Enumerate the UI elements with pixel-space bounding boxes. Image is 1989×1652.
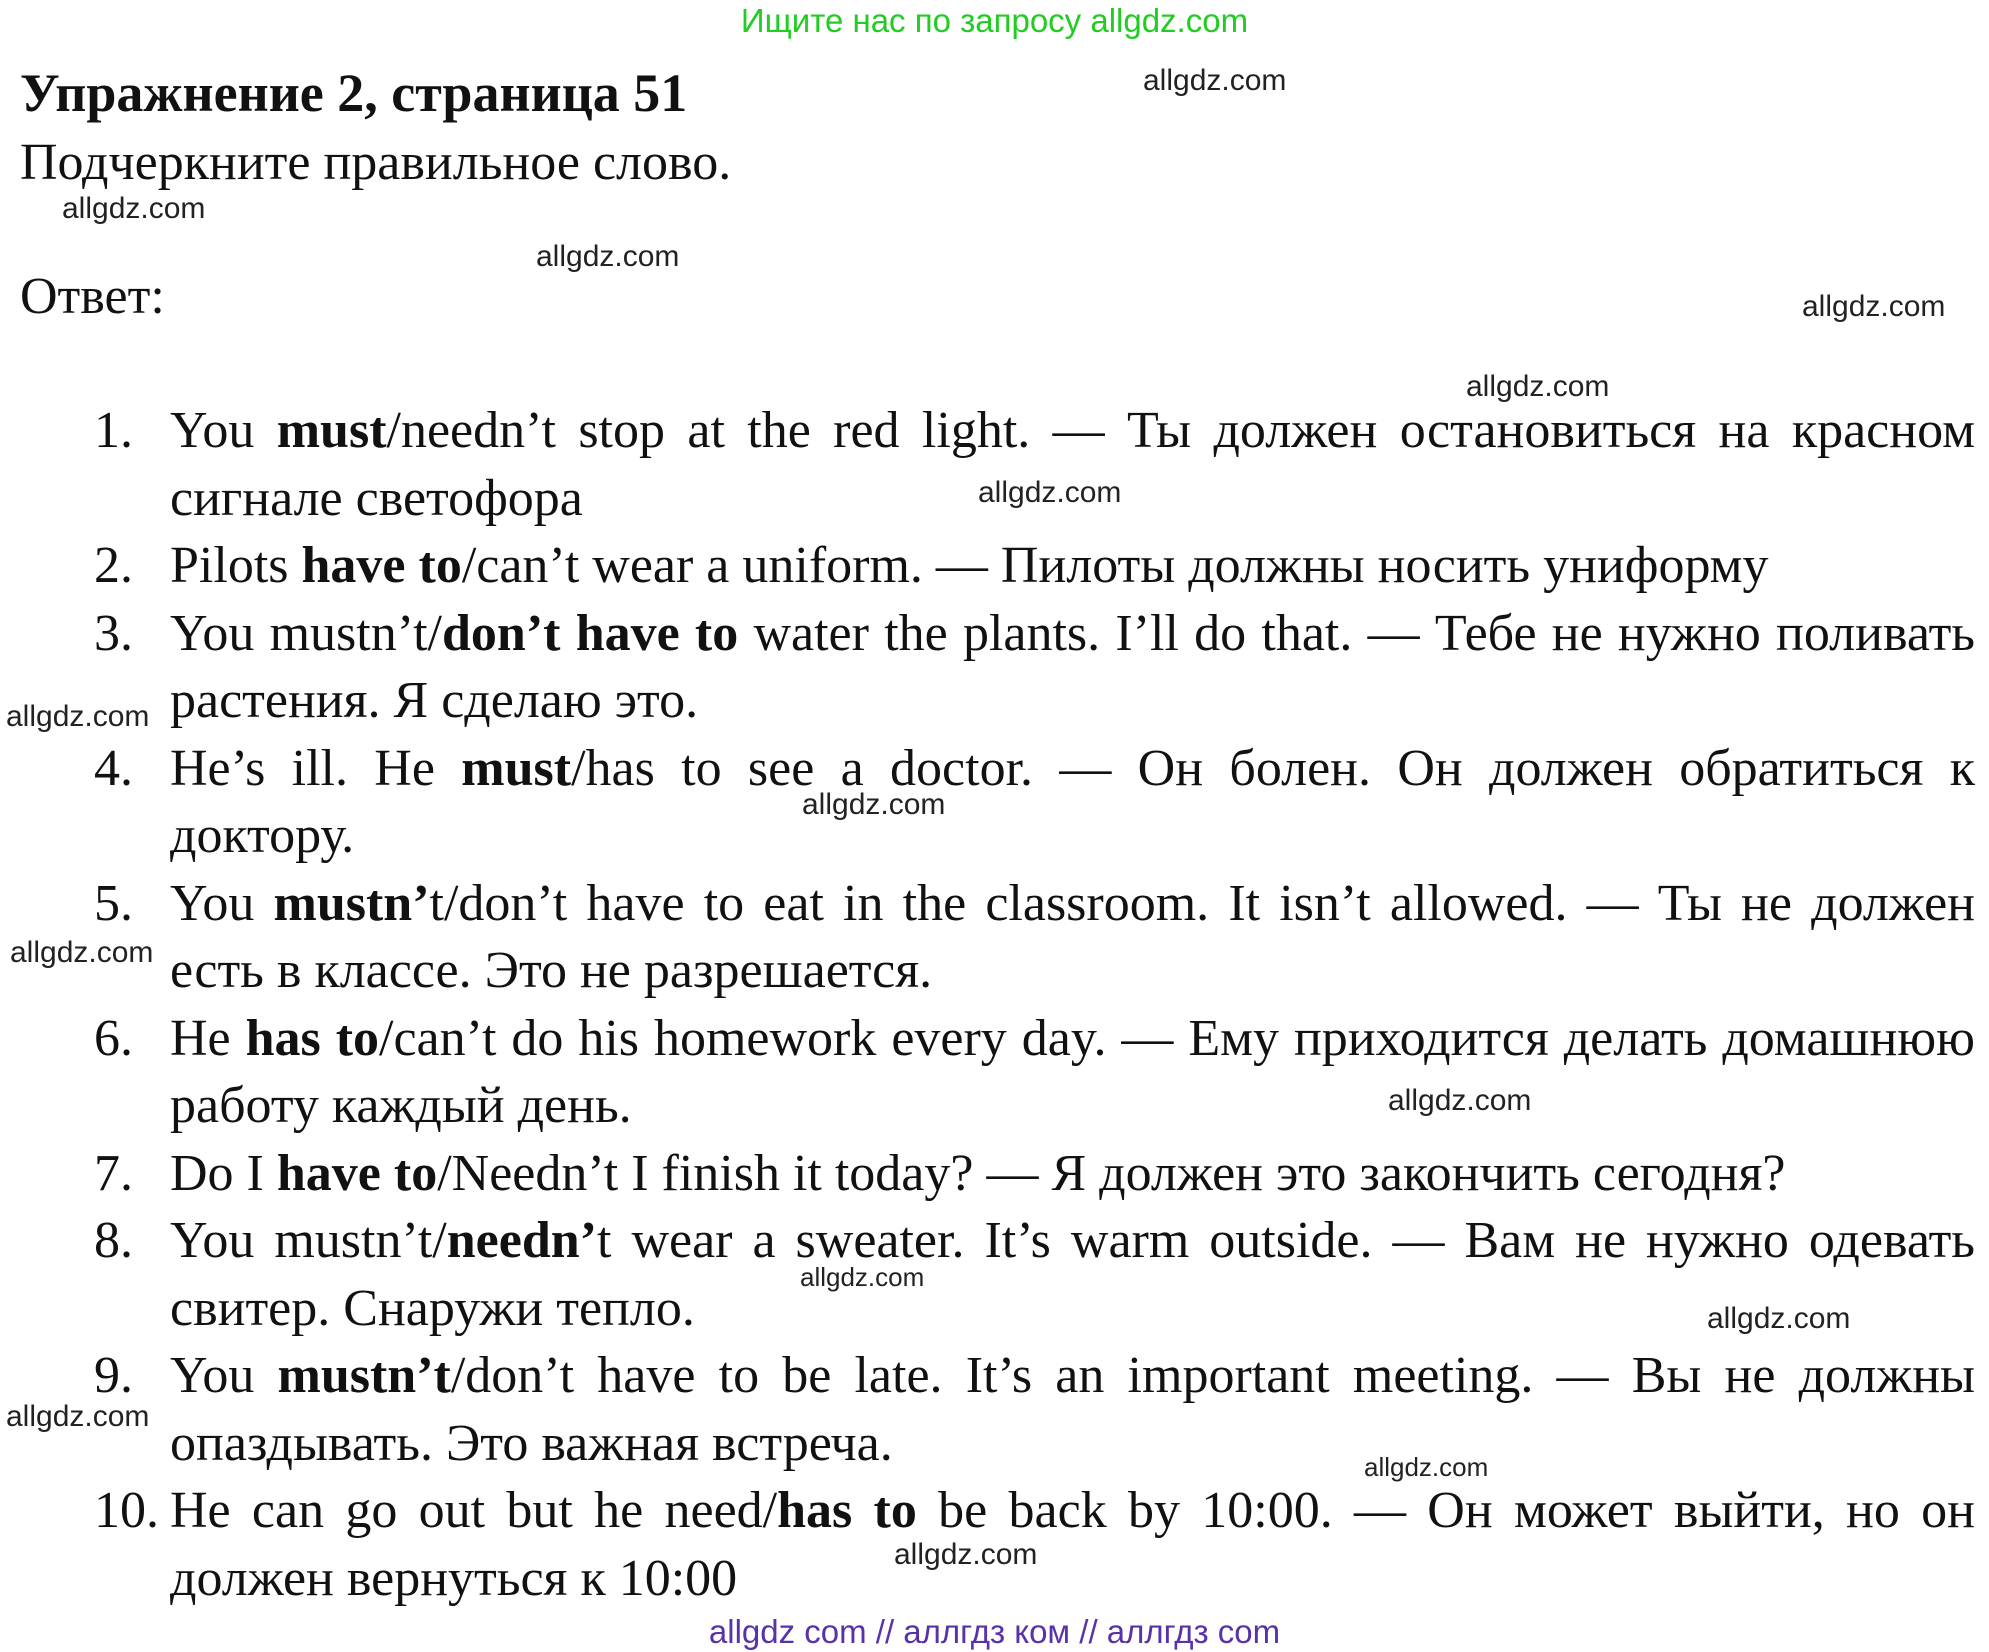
answer-text	[170, 1342, 1975, 1477]
answer-fragment: You	[170, 1347, 278, 1404]
answer-item	[0, 1342, 1989, 1477]
answer-fragment: You mustn’t/	[170, 1212, 447, 1269]
watermark: allgdz.com	[894, 1538, 1038, 1571]
answer-text	[170, 1477, 1975, 1612]
answer-item	[0, 532, 1989, 600]
answer-text	[170, 600, 1975, 735]
watermark: allgdz.com	[800, 1262, 925, 1292]
answer-label: Ответ:	[20, 268, 165, 325]
watermark: allgdz.com	[62, 192, 206, 225]
answer-text	[170, 735, 1975, 870]
answer-text	[170, 397, 1975, 532]
answer-text	[170, 870, 1975, 1005]
answer-fragment: /can’t do his homework every day. — Ему приходится делать домашнюю работу каждый день.	[170, 1009, 1975, 1134]
answer-fragment: You	[170, 402, 277, 459]
watermark: allgdz.com	[6, 1400, 150, 1433]
answer-number: 3.	[94, 604, 133, 662]
watermark: allgdz.com	[1707, 1302, 1851, 1335]
answer-fragment: He’s ill. He	[170, 739, 462, 797]
answer-fragment: /has to see a doctor. — Он болен. Он должен обратиться к доктору.	[170, 739, 1975, 864]
answer-item	[0, 870, 1989, 1005]
correct-choice: have to	[276, 1144, 438, 1202]
correct-choice: mustn’t	[277, 1347, 451, 1404]
correct-choice: must	[461, 739, 572, 797]
answer-fragment: t/don’t have to eat in the classroom. It isn’t allowed. — Ты не должен есть в классе. Это не разрешается.	[170, 874, 1975, 999]
top-banner[interactable]: Ищите нас по запросу allgdz.com	[740, 2, 1249, 39]
answer-fragment: t wear a sweater. It’s warm outside. — Вам не нужно одевать свитер. Снаружи тепло.	[170, 1212, 1976, 1337]
answer-text	[170, 1005, 1975, 1140]
answer-item	[0, 1005, 1989, 1140]
watermark: allgdz.com	[1143, 64, 1287, 97]
answer-item	[0, 1207, 1989, 1342]
answer-fragment: /needn’t stop at the red light. — Ты должен остановиться на красном сигнале светофора	[170, 402, 1975, 527]
answer-fragment: Do I	[170, 1144, 277, 1202]
answer-text	[170, 1140, 1975, 1208]
watermark: allgdz.com	[1388, 1084, 1532, 1117]
correct-choice: don’t have to	[441, 604, 739, 662]
watermark: allgdz.com	[978, 476, 1122, 509]
answer-fragment: He can go out but he need/	[170, 1482, 778, 1539]
answer-number: 5.	[94, 874, 133, 932]
answer-fragment: /Needn’t I finish it today? — Я должен это закончить сегодня?	[437, 1144, 1786, 1202]
answer-number: 4.	[94, 739, 133, 797]
answer-fragment: be back by 10:00. — Он может выйти, но он должен вернуться к 10:00	[170, 1482, 1975, 1607]
correct-choice: must	[276, 402, 387, 459]
answer-list	[0, 397, 1989, 1612]
answer-fragment: water the plants. I’ll do that. — Тебе не нужно поливать растения. Я сделаю это.	[170, 604, 1976, 729]
answer-fragment: /can’t wear a uniform. — Пилоты должны носить униформу	[461, 537, 1769, 594]
answer-text	[170, 532, 1975, 600]
answer-item	[0, 735, 1989, 870]
watermark: allgdz.com	[802, 788, 946, 821]
exercise-instruction: Подчеркните правильное слово.	[20, 134, 732, 191]
watermark: allgdz.com	[6, 700, 150, 733]
answer-item	[0, 600, 1989, 735]
answer-number: 8.	[94, 1212, 133, 1269]
answer-item	[0, 397, 1989, 532]
answer-fragment: You	[170, 874, 274, 932]
watermark: allgdz.com	[10, 936, 154, 969]
answer-number: 10.	[94, 1482, 159, 1539]
answer-number: 9.	[94, 1347, 133, 1404]
answer-fragment: He	[170, 1009, 246, 1067]
watermark: allgdz.com	[1364, 1452, 1489, 1482]
answer-fragment: /don’t have to be late. It’s an important meeting. — Вы не должны опаздывать. Это важная встреча.	[170, 1347, 1975, 1472]
answer-item	[0, 1140, 1989, 1208]
watermark: allgdz.com	[536, 240, 680, 273]
correct-choice: needn’	[446, 1212, 597, 1269]
correct-choice: has to	[245, 1009, 380, 1067]
correct-choice: has to	[777, 1482, 917, 1539]
answer-number: 2.	[94, 537, 133, 594]
footer-links[interactable]: allgdz com // аллгдз ком // аллгдз com	[708, 1613, 1281, 1650]
answer-number: 6.	[94, 1009, 133, 1067]
watermark: allgdz.com	[1466, 370, 1610, 403]
answer-number: 1.	[94, 402, 133, 459]
answer-number: 7.	[94, 1144, 133, 1202]
watermark: allgdz.com	[1802, 290, 1946, 323]
page-title: Упражнение 2, страница 51	[20, 63, 688, 123]
answer-fragment: You mustn’t/	[170, 604, 442, 662]
answer-text	[170, 1207, 1975, 1342]
answer-fragment: Pilots	[170, 537, 302, 594]
correct-choice: mustn’	[273, 874, 430, 932]
correct-choice: have to	[301, 537, 462, 594]
